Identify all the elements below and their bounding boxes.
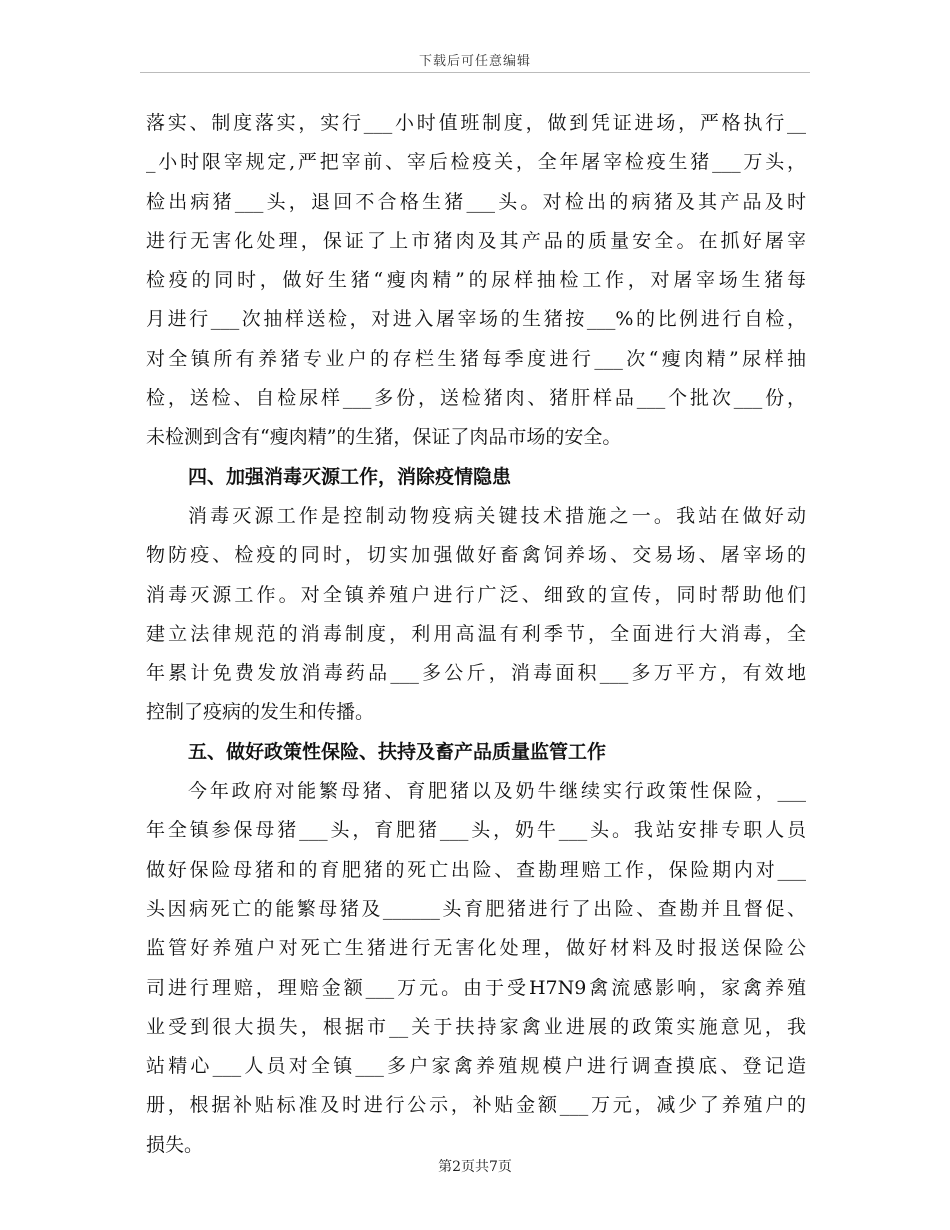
body-line: 检出病猪___头，退回不合格生猪___头。对检出的病猪及其产品及时 bbox=[146, 190, 806, 213]
body-line: 进行无害化处理，保证了上市猪肉及其产品的质量安全。在抓好屠宰 bbox=[146, 229, 806, 252]
body-line: 册，根据补贴标准及时进行公示，补贴金额___万元，减少了养殖户的 bbox=[146, 1094, 806, 1117]
body-line: 损失。 bbox=[146, 1133, 204, 1156]
body-line: _小时限宰规定,严把宰前、宰后检疫关，全年屠宰检疫生猪___万头， bbox=[146, 151, 806, 174]
body-line: 控制了疫病的发生和传播。 bbox=[146, 701, 375, 724]
body-line: 消毒灭源工作。对全镇养殖户进行广泛、细致的宣传，同时帮助他们 bbox=[146, 583, 806, 606]
body-line: 检疫的同时，做好生猪“瘦肉精”的尿样抽检工作，对屠宰场生猪每 bbox=[146, 269, 806, 292]
body-line: 落实、制度落实，实行___小时值班制度，做到凭证进场，严格执行__ bbox=[146, 112, 806, 134]
body-line: 月进行___次抽样送检，对进入屠宰场的生猪按___%的比例进行自检， bbox=[146, 308, 806, 331]
header-divider bbox=[140, 72, 810, 73]
body-line: 司进行理赔，理赔金额___万元。由于受H7N9禽流感影响，家禽养殖 bbox=[146, 976, 806, 999]
page-number: 第2页共7页 bbox=[438, 1159, 512, 1175]
body-line: 物防疫、检疫的同时，切实加强做好畜禽饲养场、交易场、屠宰场的 bbox=[146, 544, 806, 567]
page-header-note: 下载后可任意编辑 bbox=[418, 54, 531, 69]
body-line: 做好保险母猪和的育肥猪的死亡出险、查勘理赔工作，保险期内对___ bbox=[146, 858, 806, 881]
body-line: 建立法律规范的消毒制度，利用高温有利季节，全面进行大消毒，全 bbox=[146, 622, 806, 645]
body-line: 头因病死亡的能繁母猪及______头育肥猪进行了出险、查勘并且督促、 bbox=[146, 897, 806, 920]
body-line: 检，送检、自检尿样___多份，送检猪肉、猪肝样品___个批次___份， bbox=[146, 387, 806, 410]
document-body bbox=[146, 104, 806, 1165]
section-heading-disinfection: 四、加强消毒灭源工作，消除疫情隐患 bbox=[188, 465, 512, 488]
body-line: 站精心___人员对全镇___多户家禽养殖规模户进行调查摸底、登记造 bbox=[146, 1055, 806, 1078]
body-line: 业受到很大损失，根据市__关于扶持家禽业进展的政策实施意见，我 bbox=[146, 1015, 806, 1038]
body-line: 对全镇所有养猪专业户的存栏生猪每季度进行___次“瘦肉精”尿样抽 bbox=[146, 347, 806, 370]
body-line: 年全镇参保母猪___头，育肥猪___头，奶牛___头。我站安排专职人员 bbox=[146, 819, 806, 842]
body-line: 年累计免费发放消毒药品___多公斤，消毒面积___多万平方，有效地 bbox=[146, 662, 806, 685]
section-heading-insurance: 五、做好政策性保险、扶持及畜产品质量监管工作 bbox=[188, 740, 607, 763]
body-line: 消毒灭源工作是控制动物疫病关键技术措施之一。我站在做好动 bbox=[188, 504, 806, 527]
body-line: 监管好养殖户对死亡生猪进行无害化处理，做好材料及时报送保险公 bbox=[146, 937, 806, 960]
body-line: 今年政府对能繁母猪、育肥猪以及奶牛继续实行政策性保险，___ bbox=[188, 780, 806, 803]
body-line: 未检测到含有“瘦肉精”的生猪，保证了肉品市场的安全。 bbox=[146, 426, 622, 449]
